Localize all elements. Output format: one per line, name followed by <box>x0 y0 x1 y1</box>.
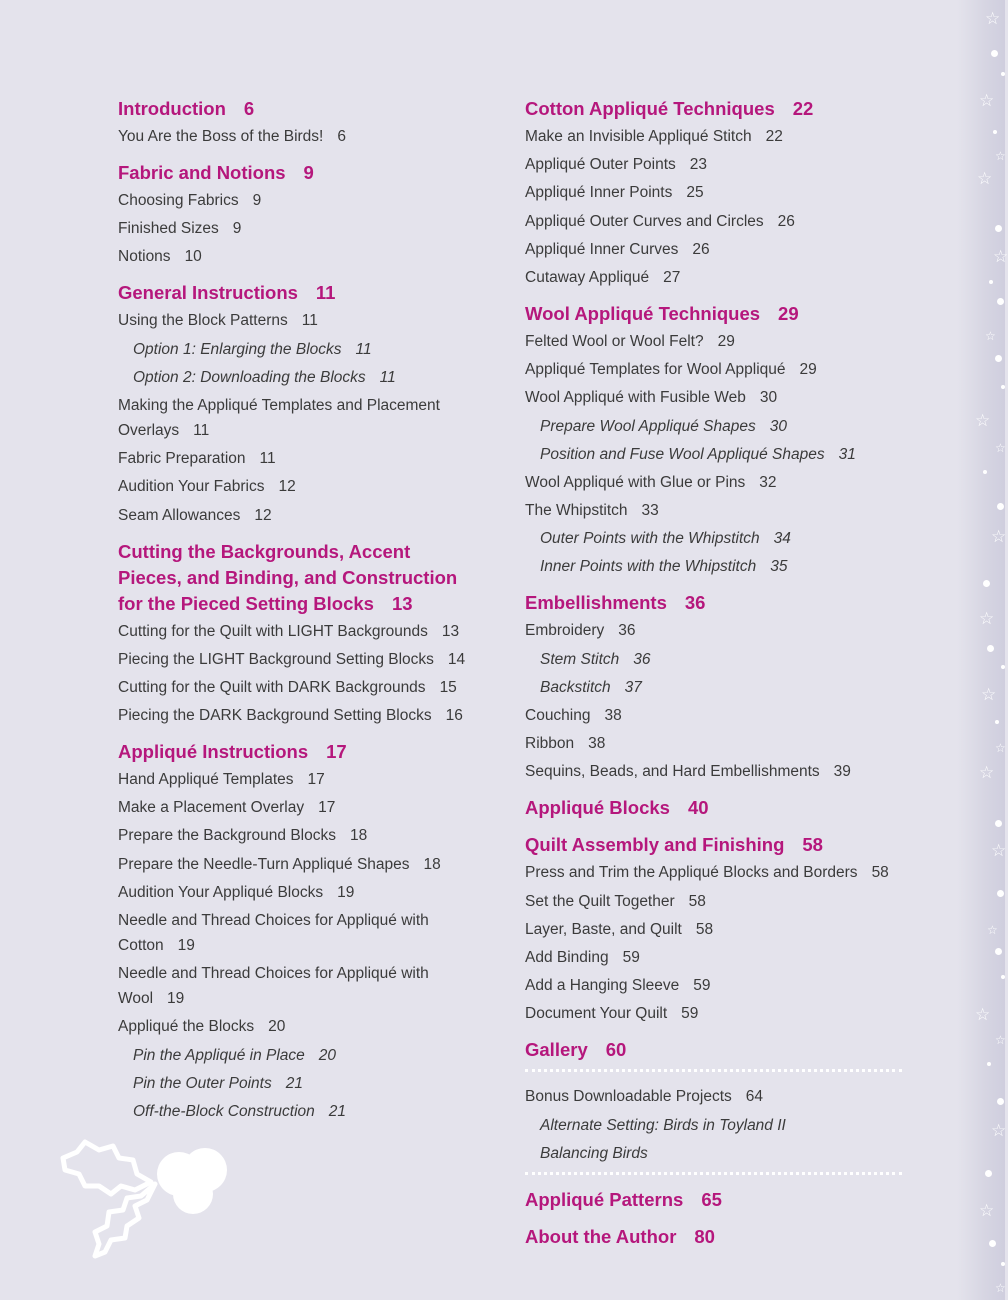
section-heading[interactable] <box>525 1224 905 1250</box>
toc-entry-title: Audition Your Appliqué Blocks <box>118 883 324 901</box>
toc-entry-title: Prepare Wool Appliqué Shapes <box>540 417 756 435</box>
toc-entry-page: 27 <box>663 268 681 286</box>
toc-entry-page: 30 <box>769 417 787 435</box>
toc-entry-title: Alternate Setting: Birds in Toyland II <box>540 1116 786 1134</box>
toc-entry-title: The Whipstitch <box>525 502 628 520</box>
toc-entry-page: 31 <box>838 445 856 463</box>
toc-entry-title: Making the Appliqué Templates and Placement Overlays <box>118 396 440 439</box>
toc-entry-title: Position and Fuse Wool Appliqué Shapes <box>540 445 825 463</box>
star-icon: ☆ <box>979 609 995 628</box>
toc-left-column <box>118 96 478 1127</box>
dot-decoration <box>995 948 1002 955</box>
toc-entry[interactable] <box>118 244 478 269</box>
section-heading-title: About the Author <box>525 1225 677 1247</box>
toc-entry-title: Pin the Outer Points <box>133 1074 272 1092</box>
toc-section <box>525 1187 905 1213</box>
toc-entry-title: Hand Appliqué Templates <box>118 771 294 789</box>
toc-entry-title: Make an Invisible Appliqué Stitch <box>525 128 752 145</box>
toc-entry[interactable] <box>525 647 905 672</box>
star-icon: ☆ <box>981 685 997 704</box>
dot-decoration <box>1001 1262 1005 1266</box>
dot-decoration <box>989 1240 996 1247</box>
toc-entry[interactable] <box>525 414 905 439</box>
toc-entry-title: Needle and Thread Choices for Appliqué with Cotton <box>118 912 429 954</box>
toc-entry-page: 13 <box>441 622 460 640</box>
toc-entry[interactable] <box>118 823 478 848</box>
toc-entry-page: 38 <box>604 707 622 724</box>
section-heading-page: 40 <box>687 797 709 819</box>
toc-entry[interactable] <box>525 180 905 205</box>
toc-entry-page: 11 <box>301 312 318 330</box>
toc-entry-page: 19 <box>167 990 185 1008</box>
star-icon: ☆ <box>979 763 995 782</box>
toc-entry-page: 11 <box>259 450 276 468</box>
toc-entry-page: 35 <box>770 558 788 576</box>
star-icon: ☆ <box>979 1201 995 1220</box>
toc-entry[interactable] <box>118 647 478 672</box>
toc-section <box>525 1037 905 1063</box>
bonus-section <box>525 1084 905 1165</box>
toc-section <box>118 539 478 729</box>
toc-entry[interactable] <box>525 237 905 262</box>
toc-entry[interactable] <box>118 337 478 362</box>
star-icon: ☆ <box>975 411 991 430</box>
section-heading[interactable] <box>118 539 478 617</box>
toc-entry[interactable] <box>118 1071 478 1096</box>
star-icon: ☆ <box>991 1121 1007 1140</box>
toc-entry[interactable] <box>525 860 905 885</box>
toc-entry-title: Sequins, Beads, and Hard Embellishments <box>525 763 820 781</box>
toc-entry-title: Embroidery <box>525 622 605 640</box>
dot-decoration <box>995 720 999 724</box>
toc-entry[interactable] <box>525 124 905 149</box>
toc-entry-page: 38 <box>588 735 606 753</box>
toc-entry[interactable] <box>118 961 478 1011</box>
section-heading[interactable] <box>525 795 905 821</box>
toc-entry-page: 30 <box>759 389 778 407</box>
toc-entry-page: 29 <box>717 332 735 350</box>
toc-entry-title: Audition Your Fabrics <box>118 478 265 496</box>
star-icon: ☆ <box>995 441 1006 455</box>
section-heading[interactable] <box>525 1037 905 1063</box>
section-heading-title: Quilt Assembly and Finishing <box>525 834 785 856</box>
toc-section <box>525 301 905 580</box>
toc-entry-page: 29 <box>799 361 817 379</box>
toc-entry[interactable] <box>118 216 478 241</box>
toc-entry-page: 34 <box>773 530 791 548</box>
star-icon: ☆ <box>991 841 1007 860</box>
toc-entry-title: Appliqué Inner Points <box>525 184 673 202</box>
toc-entry[interactable] <box>118 767 478 792</box>
toc-entry-title: Off-the-Block Construction <box>133 1102 315 1120</box>
toc-section <box>525 590 905 784</box>
toc-entry[interactable] <box>118 619 478 644</box>
toc-entry[interactable] <box>118 188 478 213</box>
section-heading-page: 11 <box>315 282 336 304</box>
toc-entry-title: Appliqué Outer Points <box>525 156 676 174</box>
toc-entry-title: Fabric Preparation <box>118 450 246 468</box>
toc-entry-page: 19 <box>177 937 195 954</box>
toc-entry-page: 59 <box>681 1005 699 1023</box>
section-heading-title: General Instructions <box>118 282 298 304</box>
toc-entry-page: 36 <box>618 622 636 640</box>
toc-entry-page: 36 <box>633 650 651 668</box>
dot-decoration <box>995 355 1002 362</box>
toc-entry-title: Seam Allowances <box>118 506 241 524</box>
toc-entry-title: Option 2: Downloading the Blocks <box>133 368 366 386</box>
toc-entry[interactable] <box>525 554 905 579</box>
toc-entry-page: 59 <box>622 948 640 966</box>
toc-entry-page: 18 <box>349 827 368 845</box>
toc-entry[interactable] <box>525 152 905 177</box>
toc-entry-page: 20 <box>268 1018 286 1036</box>
toc-entry-page: 25 <box>686 184 704 202</box>
toc-entry[interactable] <box>525 357 905 382</box>
toc-entry-title: Press and Trim the Appliqué Blocks and Borders <box>525 864 858 882</box>
toc-entry-title: Bonus Downloadable Projects <box>525 1088 732 1106</box>
section-heading[interactable] <box>118 280 478 306</box>
dot-decoration <box>995 820 1002 827</box>
toc-entry-title: Prepare the Background Blocks <box>118 827 336 845</box>
toc-entry[interactable] <box>525 889 905 914</box>
dot-decoration <box>1001 385 1005 389</box>
toc-entry-title: Appliqué Templates for Wool Appliqué <box>525 361 786 379</box>
toc-section <box>525 96 905 290</box>
toc-entry-title: Needle and Thread Choices for Appliqué with Wool <box>118 965 429 1008</box>
toc-entry-page: 12 <box>278 478 296 496</box>
star-icon: ☆ <box>985 9 1001 28</box>
toc-entry-title: Piecing the LIGHT Background Setting Blocks <box>118 650 434 668</box>
section-heading[interactable] <box>118 96 478 122</box>
toc-entry-title: Option 1: Enlarging the Blocks <box>133 340 342 358</box>
dot-decoration <box>997 890 1004 897</box>
section-heading-title: Cutting the Backgrounds, Accent Pieces, and Binding, and Construction for the Pieced Setting Blocks <box>118 540 458 614</box>
toc-entry[interactable] <box>525 329 905 354</box>
section-heading[interactable] <box>118 739 478 765</box>
toc-entry-page: 18 <box>423 855 441 873</box>
toc-entry-page: 19 <box>337 883 355 901</box>
section-heading-title: Cotton Appliqué Techniques <box>525 98 775 119</box>
section-heading-page: 6 <box>243 98 255 119</box>
toc-entry[interactable] <box>118 365 478 390</box>
section-heading-page: 65 <box>701 1188 722 1210</box>
toc-entry[interactable] <box>525 675 905 700</box>
dot-decoration <box>987 645 994 652</box>
toc-entry-title: Finished Sizes <box>118 220 219 238</box>
section-heading[interactable] <box>525 832 905 858</box>
section-heading-title: Appliqué Patterns <box>525 1188 684 1210</box>
toc-entry[interactable] <box>118 675 478 700</box>
toc-entry[interactable] <box>525 1084 905 1109</box>
dot-decoration <box>997 298 1004 305</box>
toc-entry-title: Ribbon <box>525 735 575 753</box>
toc-entry-page: 11 <box>379 368 396 386</box>
toc-right-column <box>525 96 905 1252</box>
toc-entry-page: 6 <box>337 128 346 145</box>
toc-entry[interactable] <box>525 1001 905 1026</box>
toc-entry[interactable] <box>525 703 905 728</box>
toc-entry-title: Piecing the DARK Background Setting Blocks <box>118 707 432 725</box>
toc-entry[interactable] <box>525 945 905 970</box>
section-heading-title: Appliqué Blocks <box>525 797 670 819</box>
toc-entry[interactable] <box>525 470 905 495</box>
toc-entry-title: Notions <box>118 248 171 266</box>
section-heading-page: 13 <box>391 592 413 614</box>
toc-entry-page: 17 <box>318 799 336 817</box>
toc-entry-title: Pin the Appliqué in Place <box>133 1046 305 1064</box>
toc-entry[interactable] <box>118 446 478 471</box>
toc-entry[interactable] <box>118 1099 478 1124</box>
toc-entry[interactable] <box>525 442 905 467</box>
toc-entry-page: 58 <box>688 892 706 910</box>
holly-leaf-icon <box>55 1140 235 1265</box>
dot-decoration <box>1001 665 1005 669</box>
toc-entry-title: Appliqué the Blocks <box>118 1018 255 1036</box>
star-icon: ☆ <box>993 247 1008 266</box>
toc-entry-title: Layer, Baste, and Quilt <box>525 920 682 938</box>
toc-section <box>525 1224 905 1250</box>
dot-decoration <box>997 503 1004 510</box>
toc-entry[interactable] <box>118 880 478 905</box>
section-heading[interactable] <box>525 1187 905 1213</box>
dot-decoration <box>1001 72 1005 76</box>
toc-entry[interactable] <box>118 503 478 528</box>
dot-decoration <box>987 1062 991 1066</box>
toc-entry-title: Add Binding <box>525 948 609 966</box>
toc-entry-page: 32 <box>759 473 777 491</box>
toc-entry-title: Cutting for the Quilt with DARK Backgrounds <box>118 678 426 696</box>
toc-entry-title: Add a Hanging Sleeve <box>525 977 680 995</box>
dot-decoration <box>989 280 993 284</box>
toc-entry-page: 17 <box>307 771 325 789</box>
toc-entry[interactable] <box>525 265 905 290</box>
toc-entry-page: 59 <box>693 977 711 995</box>
toc-entry-page: 10 <box>184 248 202 266</box>
toc-entry-title: Balancing Birds <box>540 1144 648 1162</box>
toc-entry[interactable] <box>525 526 905 551</box>
section-heading[interactable] <box>525 96 905 122</box>
toc-entry-title: Wool Appliqué with Glue or Pins <box>525 473 746 491</box>
toc-entry-title: Using the Block Patterns <box>118 312 288 330</box>
toc-entry-page: 21 <box>328 1102 347 1120</box>
toc-entry[interactable] <box>118 908 478 958</box>
decorative-star-strip <box>957 0 1008 1300</box>
dot-decoration <box>985 1170 992 1177</box>
section-heading-title: Introduction <box>118 98 226 119</box>
toc-entry-page: 39 <box>833 763 851 781</box>
toc-entry-page: 33 <box>641 502 659 520</box>
toc-entry[interactable] <box>118 124 478 149</box>
section-heading-page: 58 <box>802 834 823 856</box>
toc-entry[interactable] <box>118 852 478 877</box>
toc-entry-page: 15 <box>439 678 457 696</box>
toc-entry-page: 58 <box>695 920 714 938</box>
toc-entry-title: Wool Appliqué with Fusible Web <box>525 389 746 407</box>
section-heading-title: Appliqué Instructions <box>118 741 309 763</box>
toc-entry-page: 26 <box>777 212 795 230</box>
toc-section <box>525 832 905 1026</box>
star-icon: ☆ <box>995 149 1006 163</box>
toc-entry-title: Backstitch <box>540 678 611 696</box>
star-icon: ☆ <box>975 1005 991 1024</box>
toc-entry[interactable] <box>118 795 478 820</box>
section-heading-page: 29 <box>778 302 799 324</box>
section-heading[interactable] <box>118 160 478 186</box>
star-icon: ☆ <box>979 91 995 110</box>
toc-entry-title: Appliqué Outer Curves and Circles <box>525 212 764 230</box>
toc-entry[interactable] <box>118 393 478 443</box>
toc-section <box>525 795 905 821</box>
dot-decoration <box>983 580 990 587</box>
dot-decoration <box>993 130 997 134</box>
section-heading-page: 17 <box>326 741 347 763</box>
toc-entry[interactable] <box>525 973 905 998</box>
dotted-divider <box>525 1172 902 1175</box>
section-heading-title: Fabric and Notions <box>118 162 286 183</box>
toc-entry-title: Couching <box>525 707 591 724</box>
toc-section <box>118 739 478 1124</box>
toc-entry-page: 9 <box>252 192 262 209</box>
star-icon: ☆ <box>995 1033 1006 1047</box>
toc-entry[interactable] <box>525 385 905 410</box>
section-heading-page: 9 <box>303 162 314 183</box>
section-heading-page: 22 <box>792 98 814 119</box>
toc-entry-page: 64 <box>745 1088 764 1106</box>
star-icon: ☆ <box>995 1281 1006 1295</box>
star-icon: ☆ <box>995 741 1006 755</box>
toc-entry[interactable] <box>525 498 905 523</box>
toc-entry[interactable] <box>118 703 478 728</box>
dot-decoration <box>991 50 998 57</box>
toc-entry[interactable] <box>118 308 478 333</box>
star-icon: ☆ <box>987 923 998 937</box>
toc-entry[interactable] <box>525 1113 905 1138</box>
toc-entry-page: 37 <box>624 678 642 696</box>
toc-entry[interactable] <box>525 759 905 784</box>
toc-entry-title: Prepare the Needle-Turn Appliqué Shapes <box>118 855 410 873</box>
toc-entry[interactable] <box>525 731 905 756</box>
toc-entry[interactable] <box>118 1014 478 1039</box>
toc-entry-title: Felted Wool or Wool Felt? <box>525 332 704 350</box>
dotted-divider <box>525 1069 902 1072</box>
section-heading[interactable] <box>525 590 905 616</box>
toc-section <box>118 96 478 149</box>
toc-entry-title: Choosing Fabrics <box>118 192 239 209</box>
section-heading-page: 36 <box>684 592 706 614</box>
section-heading-title: Embellishments <box>525 592 667 614</box>
toc-section <box>118 280 478 527</box>
dot-decoration <box>1001 975 1005 979</box>
section-heading-title: Wool Appliqué Techniques <box>525 302 761 324</box>
toc-entry-title: Make a Placement Overlay <box>118 799 305 817</box>
star-icon: ☆ <box>985 329 996 343</box>
section-heading[interactable] <box>525 301 905 327</box>
dot-decoration <box>995 225 1002 232</box>
toc-entry-page: 21 <box>285 1074 303 1092</box>
toc-entry-title: Inner Points with the Whipstitch <box>540 558 757 576</box>
toc-entry-title: Stem Stitch <box>540 650 620 668</box>
toc-entry-page: 58 <box>871 864 889 882</box>
toc-entry[interactable] <box>525 618 905 643</box>
toc-entry-page: 11 <box>355 340 372 358</box>
dot-decoration <box>997 1098 1004 1105</box>
toc-entry-page: 26 <box>692 240 710 258</box>
toc-entry-page: 11 <box>193 421 210 439</box>
toc-entry-title: Cutting for the Quilt with LIGHT Backgrounds <box>118 622 428 640</box>
star-icon: ☆ <box>977 169 993 188</box>
toc-entry[interactable] <box>525 209 905 234</box>
toc-entry-page: 23 <box>689 156 708 174</box>
toc-entry-title: You Are the Boss of the Birds! <box>118 128 324 145</box>
toc-entry-title: Set the Quilt Together <box>525 892 675 910</box>
toc-section <box>118 160 478 269</box>
toc-entry-page: 16 <box>445 707 463 725</box>
toc-entry[interactable] <box>525 1141 905 1166</box>
toc-entry-page: 14 <box>447 650 466 668</box>
section-heading-page: 60 <box>605 1039 627 1061</box>
toc-entry[interactable] <box>118 474 478 499</box>
toc-entry[interactable] <box>525 917 905 942</box>
star-icon: ☆ <box>991 527 1007 546</box>
section-heading-title: Gallery <box>525 1039 588 1061</box>
toc-entry-page: 22 <box>765 128 783 145</box>
toc-entry-title: Appliqué Inner Curves <box>525 240 679 258</box>
toc-entry-title: Cutaway Appliqué <box>525 268 650 286</box>
toc-entry-page: 20 <box>318 1046 337 1064</box>
toc-entry-title: Outer Points with the Whipstitch <box>540 530 760 548</box>
toc-entry-page: 12 <box>254 506 272 524</box>
toc-entry-title: Document Your Quilt <box>525 1005 668 1023</box>
toc-entry[interactable] <box>118 1043 478 1068</box>
section-heading-page: 80 <box>694 1225 715 1247</box>
toc-entry-page: 9 <box>232 220 242 238</box>
dot-decoration <box>983 470 987 474</box>
